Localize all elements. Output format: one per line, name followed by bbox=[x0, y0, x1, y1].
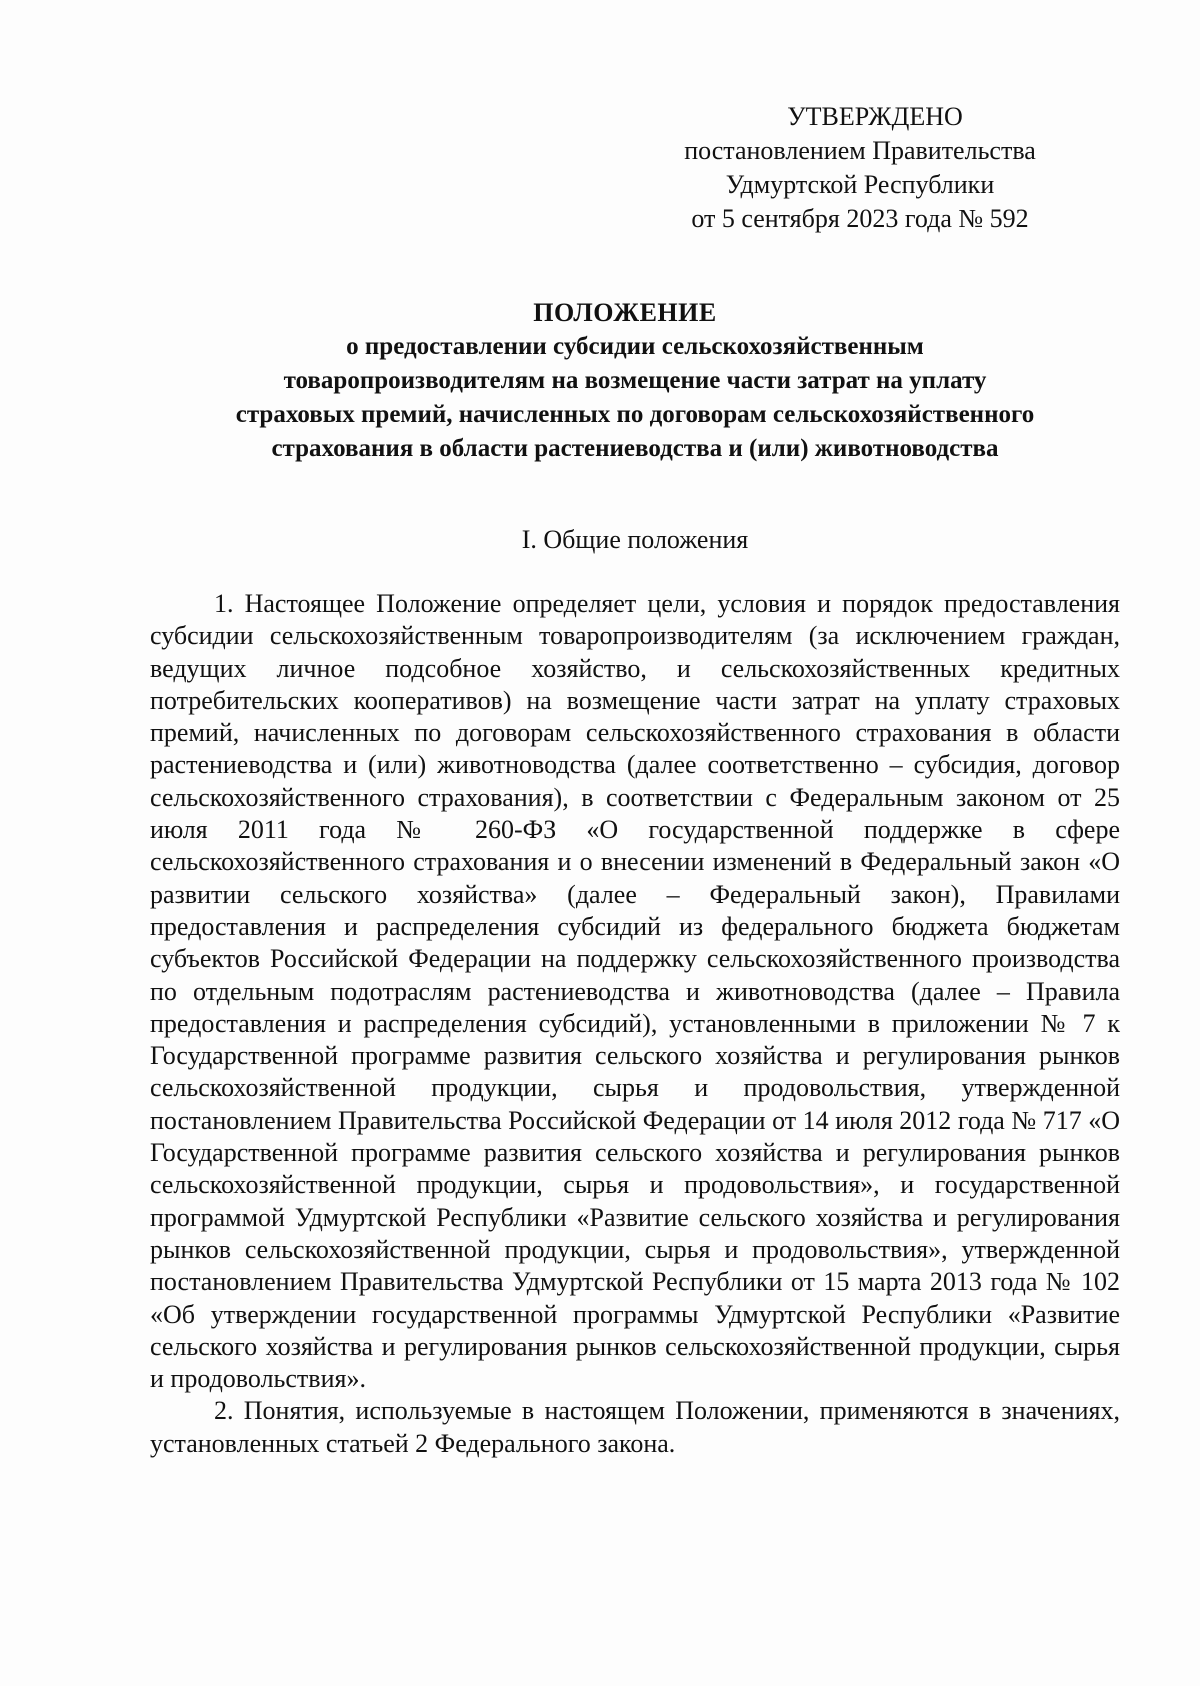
approval-line-decree: постановлением Правительства bbox=[684, 136, 1036, 165]
document-body bbox=[150, 588, 1120, 1460]
paragraph-2: 2. Понятия, используемые в настоящем Положении, применяются в значениях, установленных статьей 2 Федерального закона. bbox=[150, 1396, 1120, 1458]
title-line-1: о предоставлении субсидии сельскохозяйственным bbox=[346, 333, 924, 360]
approval-line-republic: Удмуртской Республики bbox=[725, 170, 995, 199]
title-line-2: товаропроизводителям на возмещение части затрат на уплату bbox=[283, 367, 987, 394]
approval-line-date: от 5 сентября 2023 года № 592 bbox=[691, 204, 1029, 233]
section-heading: I. Общие положения bbox=[521, 525, 749, 554]
document-title bbox=[150, 296, 1120, 466]
title-line-4: страхования в области растениеводства и (или) животноводства bbox=[271, 435, 999, 462]
approval-stamp bbox=[640, 100, 1080, 236]
title-main: ПОЛОЖЕНИЕ bbox=[533, 298, 717, 327]
approved-label: УТВЕРЖДЕНО bbox=[787, 102, 963, 131]
paragraph-1: 1. Настоящее Положение определяет цели, условия и порядок предоставления субсидии сельскохозяйственным товаропроизводителям (за исключением граждан, ведущих личное подсобное хозяйство, и сельскохозяйственных кредитных потребительских кооперативов) на возмещение части затрат на уплату страховых премий, начисленных по договорам сельскохозяйственного страхования в области растениеводства и (или) животноводства (далее соответственно – субсидия, договор сельскохозяйственного страхования), в соответствии с Федеральным законом от 25 июля 2011 года № 260-ФЗ «О государственной поддержке в сфере сельскохозяйственного страхования и о внесении изменений в Федеральный закон «О развитии сельского хозяйства» (далее – Федеральный закон), Правилами предоставления и распределения субсидий из федерального бюджета бюджетам субъектов Российской Федерации на поддержку сельскохозяйственного производства по отдельным подотраслям растениеводства и животноводства (далее – Правила предоставления и распределения субсидий), установленными в приложении № 7 к Государственной программе развития сельского хозяйства и регулирования рынков сельскохозяйственной продукции, сырья и продовольствия, утвержденной постановлением Правительства Российской Федерации от 14 июля 2012 года № 717 «О Государственной программе развития сельского хозяйства и регулирования рынков сельскохозяйственной продукции, сырья и продовольствия», и государственной программой Удмуртской Республики «Развитие сельского хозяйства и регулирования рынков сельскохозяйственной продукции, сырья и продовольствия», утвержденной постановлением Правительства Удмуртской Республики от 15 марта 2013 года № 102 «Об утверждении государственной программы Удмуртской Республики «Развитие сельского хозяйства и регулирования рынков сельскохозяйственной продукции, сырья и продовольствия». bbox=[150, 589, 1120, 1394]
title-line-3: страховых премий, начисленных по договорам сельскохозяйственного bbox=[235, 401, 1035, 428]
